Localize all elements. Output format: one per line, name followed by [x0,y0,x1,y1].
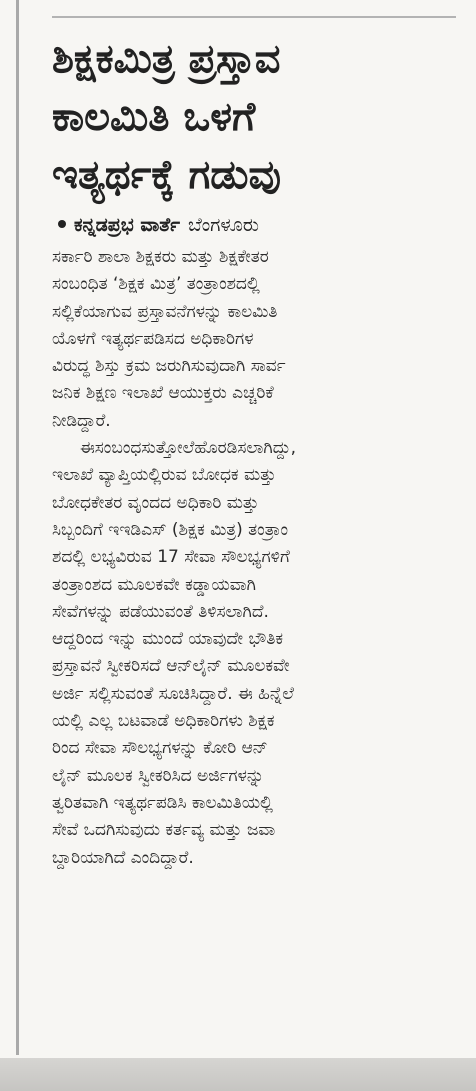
text-line: ವಿರುದ್ಧ ಶಿಸ್ತು ಕ್ರಮ ಜರುಗಿಸುವುದಾಗಿ ಸಾರ್ವ [52,356,286,377]
text-line: ಜನಿಕ ಶಿಕ್ಷಣ ಇಲಾಖೆ ಆಯುಕ್ತರು ಎಚ್ಚರಿಕೆ [52,383,274,404]
page-edge [0,1058,476,1091]
text-line: ಬ್ದಾರಿಯಾಗಿದೆ ಎಂದಿದ್ದಾರೆ. [52,847,194,868]
text-line: ಸಂಬಂಧಿತ ‘ಶಿಕ್ಷಕ ಮಿತ್ರ’ ತಂತ್ರಾಂಶದಲ್ಲಿ [52,274,260,295]
text-line: ಪ್ರಸ್ತಾವನೆ ಸ್ವೀಕರಿಸದೆ ಆನ್‌ಲೈನ್ ಮೂಲಕವೇ [52,656,290,677]
text-line: ಶದಲ್ಲಿ ಲಭ್ಯವಿರುವ 17 ಸೇವಾ ಸೌಲಭ್ಯಗಳಿಗೆ [52,547,290,568]
headline [52,30,464,204]
text-line: ಯೊಳಗೆ ಇತ್ಯರ್ಥಪಡಿಸದ ಅಧಿಕಾರಿಗಳ [52,328,254,349]
text-line: ಸೇವೆಗಳನ್ನು ಪಡೆಯುವಂತೆ ತಿಳಿಸಲಾಗಿದೆ. [52,601,269,622]
headline-line: ಇತ್ಯರ್ಥಕ್ಕೆ ಗಡುವು [52,152,282,198]
text-line: ಆದ್ದರಿಂದ ಇನ್ನು ಮುಂದೆ ಯಾವುದೇ ಭೌತಿಕ [52,629,284,650]
text-line: ಈಸಂಬಂಧಸುತ್ತೋಲೆಹೊರಡಿಸಲಾಗಿದ್ದು, [80,438,297,459]
headline-line: ಕಾಲಮಿತಿ ಒಳಗೆ [52,94,256,140]
text-line: ಬೋಧಕೇತರ ವೃಂದದ ಅಧಿಕಾರಿ ಮತ್ತು [52,492,259,513]
text-line: ಸಲ್ಲಿಕೆಯಾಗುವ ಪ್ರಸ್ತಾವನೆಗಳನ್ನು ಕಾಲಮಿತಿ [52,301,278,322]
column-divider [16,0,19,1055]
headline-line: ಶಿಕ್ಷಕಮಿತ್ರ ಪ್ರಸ್ತಾವ [52,36,281,82]
paragraph [52,435,464,872]
text-line: ಯಲ್ಲಿ ಎಲ್ಲ ಬಟವಾಡೆ ಅಧಿಕಾರಿಗಳು ಶಿಕ್ಷಕ [52,711,275,732]
text-line: ಸೇವೆ ಒದಗಿಸುವುದು ಕರ್ತವ್ಯ ಮತ್ತು ಜವಾ [52,820,276,841]
text-line: ಸಿಬ್ಬಂದಿಗೆ ಇಇಡಿಎಸ್ (ಶಿಕ್ಷಕ ಮಿತ್ರ) ತಂತ್ರಾಂ [52,519,288,540]
text-line: ನೀಡಿದ್ದಾರೆ. [52,410,111,431]
byline-place: ಬೆಂಗಳೂರು [187,214,259,236]
byline-source: ಕನ್ನಡಪ್ರಭ ವಾರ್ತೆ [74,214,180,236]
article-body [52,244,464,872]
text-line: ರಿಂದ ಸೇವಾ ಸೌಲಭ್ಯಗಳನ್ನು ಕೋರಿ ಆನ್ [52,738,268,759]
text-line: ಅರ್ಜಿ ಸಲ್ಲಿಸುವಂತೆ ಸೂಚಿಸಿದ್ದಾರೆ. ಈ ಹಿನ್ನೆಲೆ [52,683,294,704]
text-line: ಇಲಾಖೆ ವ್ಯಾಪ್ತಿಯಲ್ಲಿರುವ ಬೋಧಕ ಮತ್ತು [52,465,277,486]
text-line: ತ್ವರಿತವಾಗಿ ಇತ್ಯರ್ಥಪಡಿಸಿ ಕಾಲಮಿತಿಯಲ್ಲಿ [52,792,273,813]
text-line: ತಂತ್ರಾಂಶದ ಮೂಲಕವೇ ಕಡ್ಡಾಯವಾಗಿ [52,574,256,595]
bullet-icon [58,220,66,228]
paragraph [52,244,464,435]
text-line: ಸರ್ಕಾರಿ ಶಾಲಾ ಶಿಕ್ಷಕರು ಮತ್ತು ಶಿಕ್ಷಕೇತರ [52,247,269,267]
text-line: ಲೈನ್ ಮೂಲಕ ಸ್ವೀಕರಿಸಿದ ಅರ್ಜಿಗಳನ್ನು [52,765,265,786]
top-rule [52,16,456,18]
news-article [52,30,464,872]
byline [52,210,464,240]
